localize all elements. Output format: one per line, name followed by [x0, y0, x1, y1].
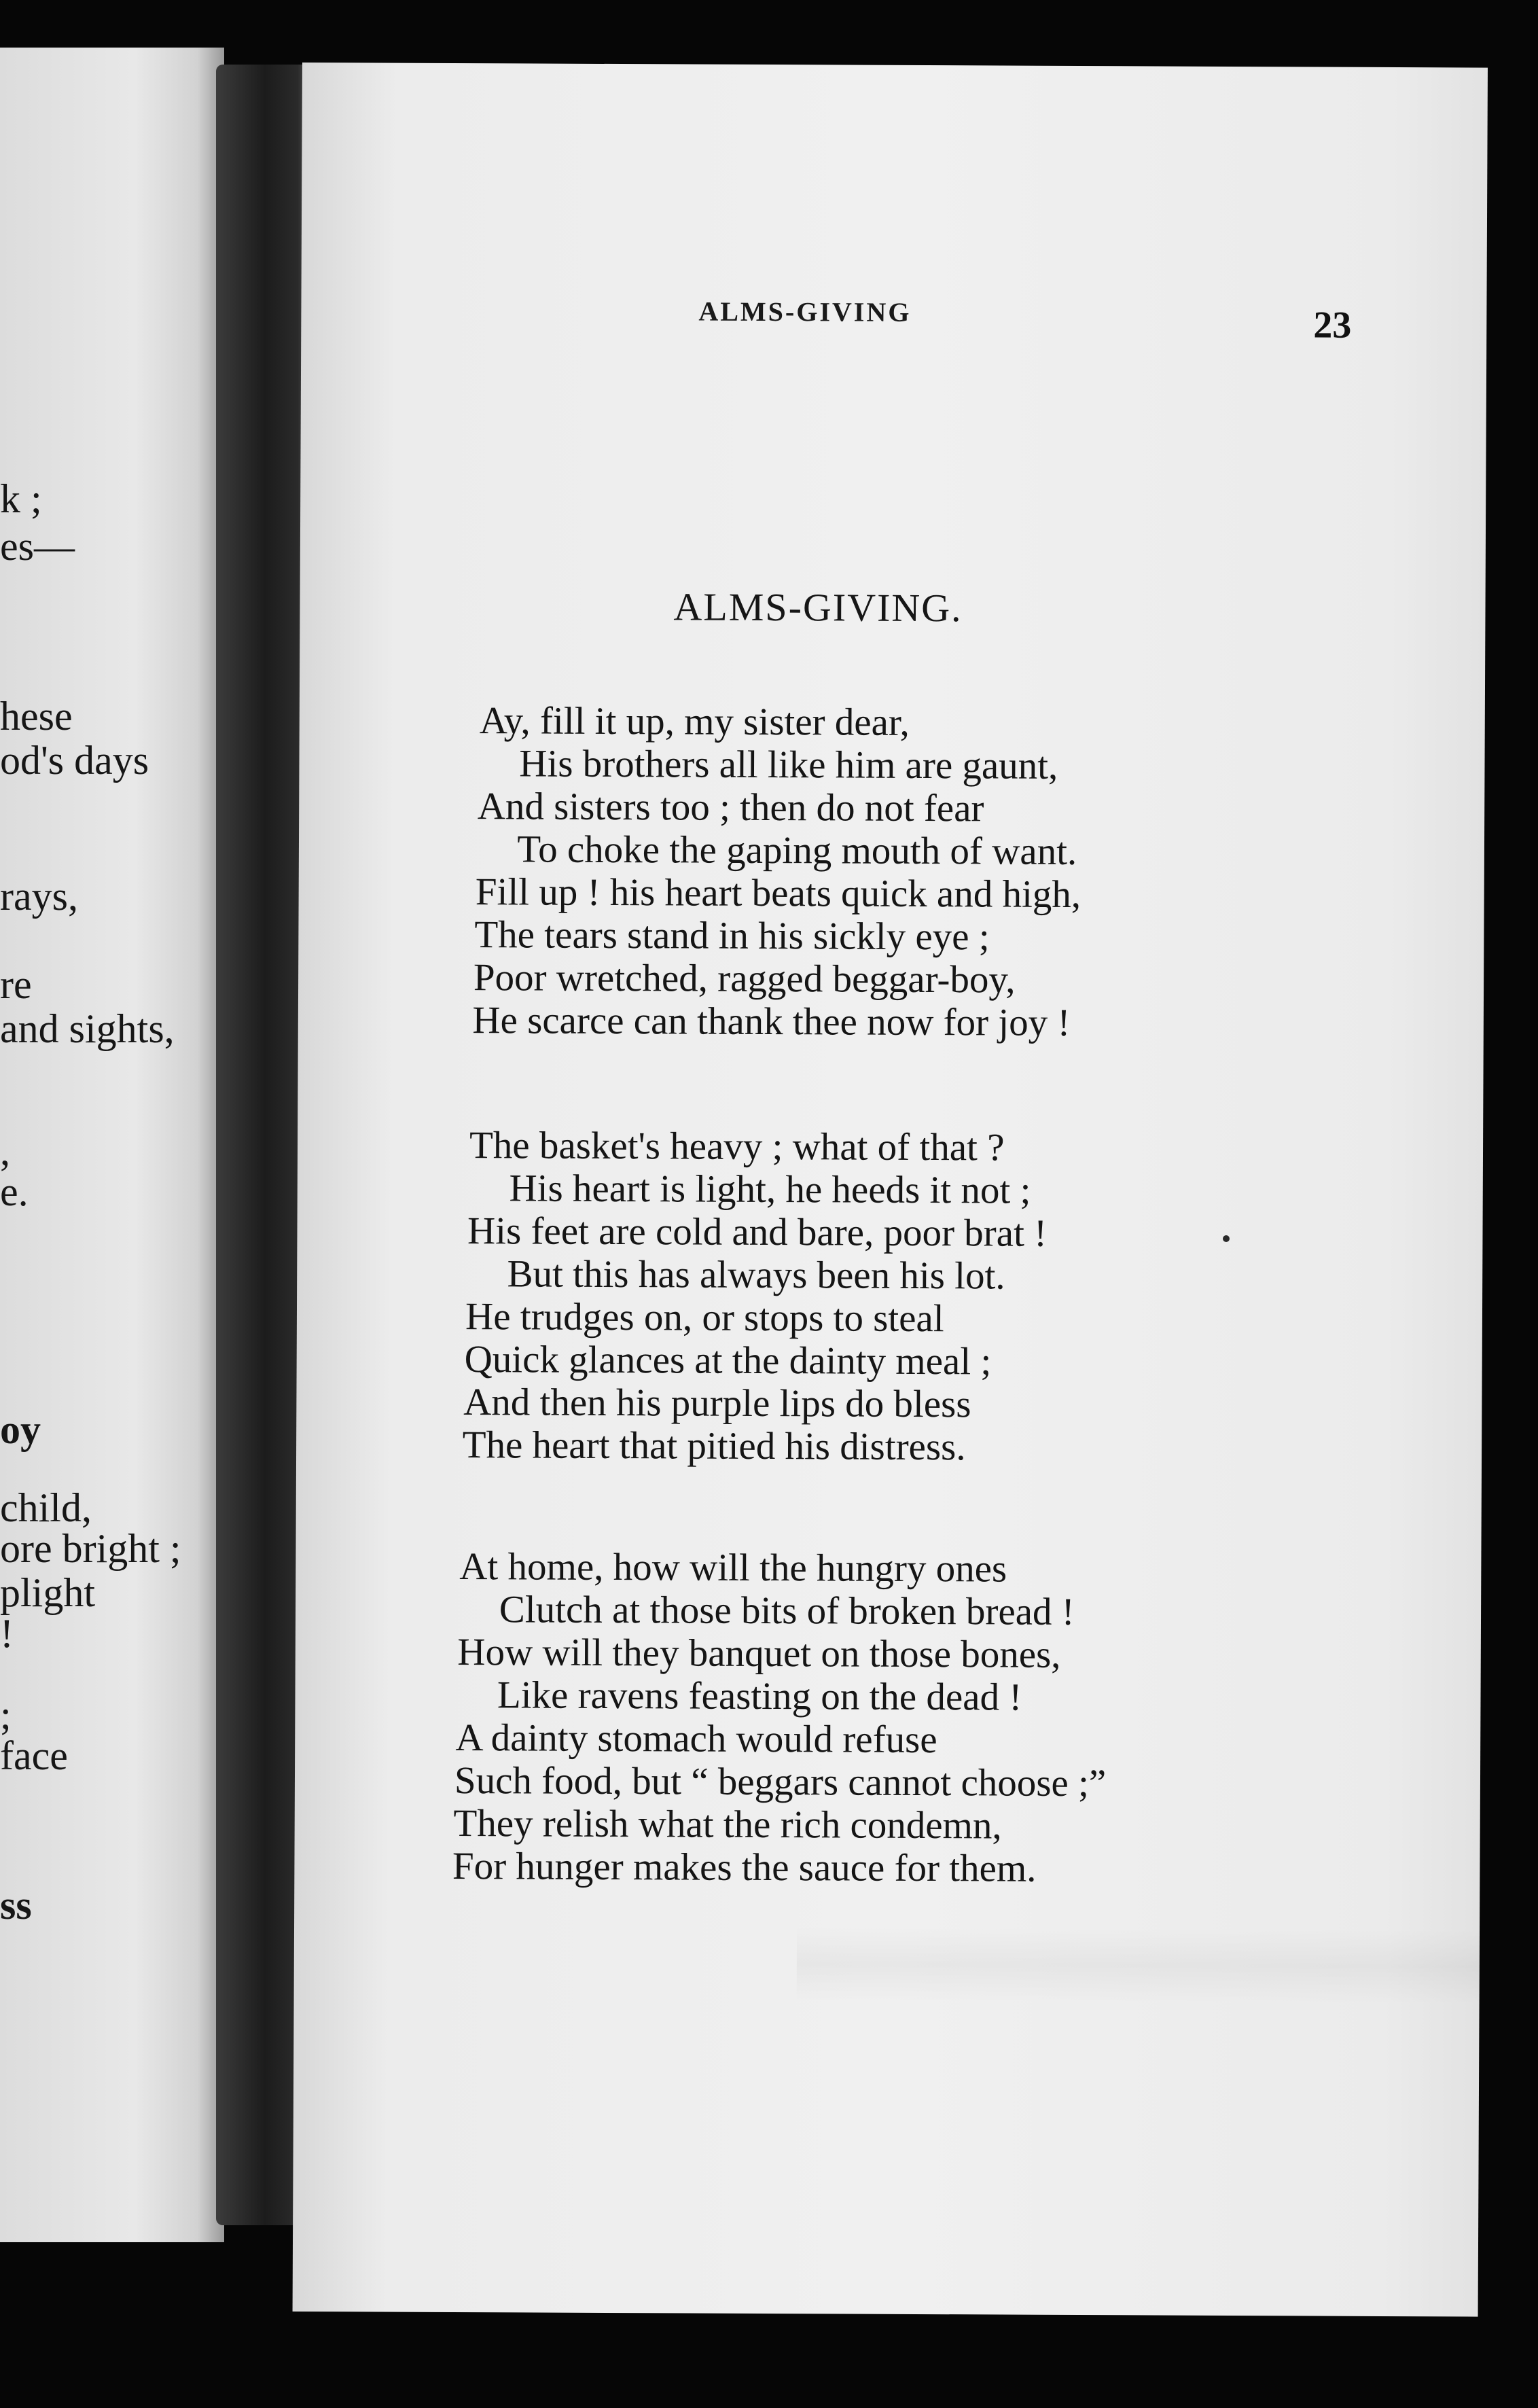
left-page-fragment: child, [0, 1485, 92, 1530]
poem-line: For hunger makes the sauce for them. [452, 1844, 1037, 1890]
poem-line: His brothers all like him are gaunt, [519, 742, 1058, 787]
left-page-fragment: hese [0, 694, 73, 739]
poem-line: How will they banquet on those bones, [457, 1631, 1061, 1676]
poem-line: To choke the gaping mouth of want. [517, 828, 1077, 873]
running-head: ALMS-GIVING [698, 296, 912, 327]
show-through-smudge [797, 1926, 1510, 2004]
left-page-fragment: e. [0, 1169, 29, 1214]
right-page [293, 63, 1488, 2317]
paper-speck [1223, 1235, 1230, 1242]
poem-line: His heart is light, he heeds it not ; [509, 1167, 1031, 1212]
poem-line: Clutch at those bits of broken bread ! [499, 1588, 1075, 1633]
poem-line: Like ravens feasting on the dead ! [497, 1674, 1022, 1719]
poem-line: But this has always been his lot. [507, 1252, 1005, 1298]
poem-line: Poor wretched, ragged beggar-boy, [473, 956, 1016, 1002]
left-page-fragment: ss [0, 1883, 32, 1928]
poem-line: And sisters too ; then do not fear [477, 785, 984, 830]
poem-line: His feet are cold and bare, poor brat ! [467, 1209, 1048, 1255]
left-page-fragment: ore bright ; [0, 1526, 181, 1571]
left-page-fragment: k ; [0, 476, 42, 521]
poem-line: The tears stand in his sickly eye ; [474, 913, 990, 959]
poem-line: Quick glances at the dainty meal ; [464, 1338, 992, 1383]
poem-line: A dainty stomach would refuse [455, 1716, 937, 1762]
poem-line: Fill up ! his heart beats quick and high, [475, 870, 1081, 917]
left-page-fragment: od's days [0, 738, 149, 783]
poem-line: He trudges on, or stops to steal [465, 1295, 944, 1341]
left-page-fragment: and sights, [0, 1006, 175, 1051]
left-page-fragment: es— [0, 524, 75, 569]
poem-line: The basket's heavy ; what of that ? [469, 1124, 1005, 1169]
left-page [0, 48, 224, 2242]
left-page-fragment: , [0, 1129, 10, 1173]
page-number: 23 [1313, 304, 1352, 347]
poem-title: ALMS-GIVING. [673, 584, 963, 631]
poem-line: Ay, fill it up, my sister dear, [479, 699, 910, 744]
left-page-fragment: ; [0, 1693, 12, 1737]
left-page-fragment: ! [0, 1611, 14, 1656]
left-page-fragment: rays, [0, 874, 78, 919]
left-page-fragment: face [0, 1733, 68, 1778]
left-page-fragment: oy [0, 1407, 41, 1452]
poem-line: And then his purple lips do bless [463, 1381, 971, 1426]
poem-line: He scarce can thank thee now for joy ! [472, 999, 1071, 1044]
poem-line: They relish what the rich condemn, [453, 1801, 1002, 1847]
left-page-fragment: re [0, 962, 32, 1007]
poem-line: The heart that pitied his distress. [462, 1423, 966, 1469]
poem-line: At home, how will the hungry ones [459, 1545, 1007, 1591]
left-page-fragment: plight [0, 1570, 96, 1615]
poem-line: Such food, but “ beggars cannot choose ;” [454, 1759, 1107, 1805]
